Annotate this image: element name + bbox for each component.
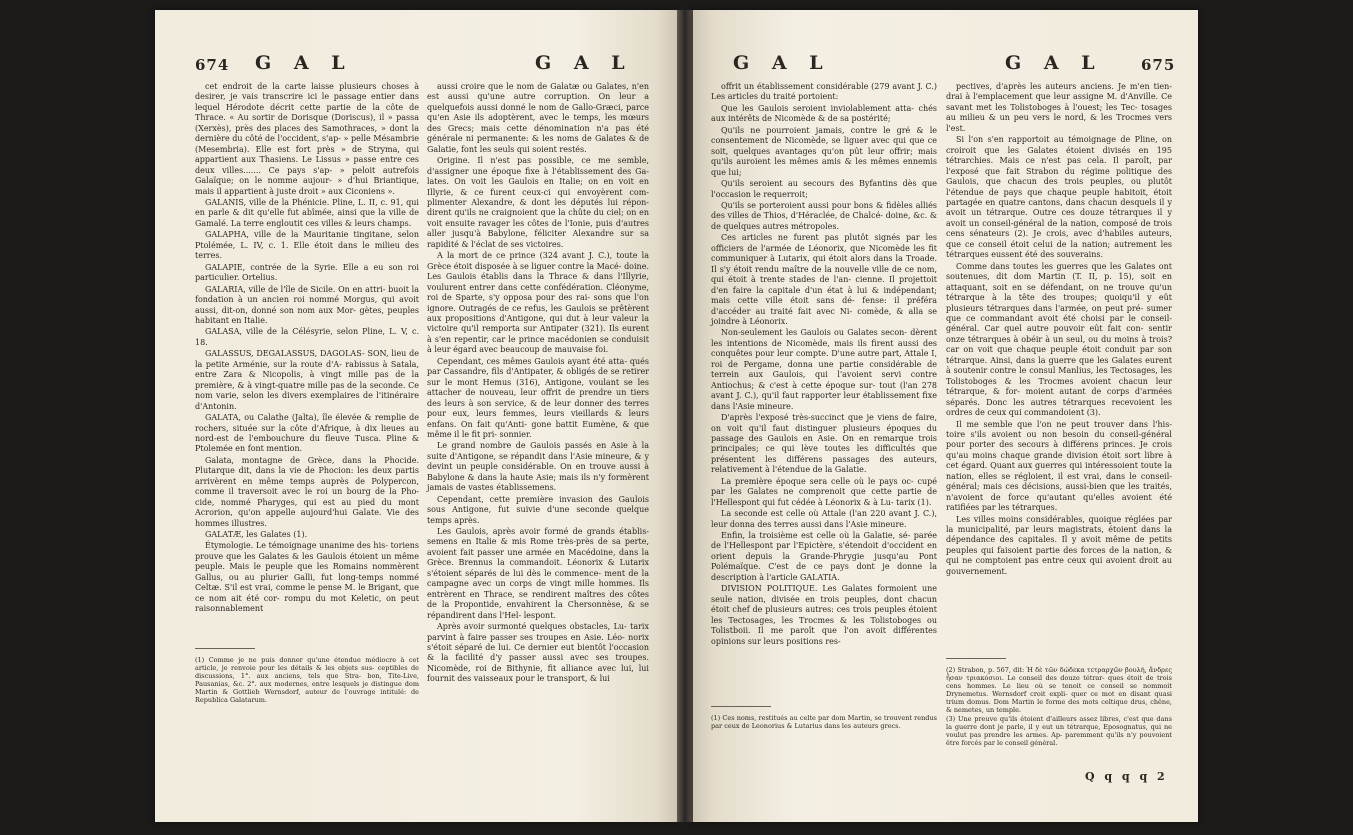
running-header-right: G A L bbox=[1005, 52, 1103, 74]
paragraph: GALAPIE, contrée de la Syrie. Elle a eu son roi particulier. Ortelius. bbox=[195, 262, 419, 283]
paragraph: La seconde est celle où Attale (l'an 220 avant J. C.), leur donna des terres aussi dans l'Asie mineure. bbox=[711, 509, 937, 529]
footnote-rule bbox=[711, 706, 771, 707]
paragraph: Le grand nombre de Gaulois passés en Asie à la suite d'Antigone, se répandit dans l'Asie mineure, & y devint un peuple considérable. On en trouve aussi à Babylone & dans la haute Asie; mais ils n'y formèrent jamais de vastes établissemens. bbox=[427, 441, 649, 493]
paragraph: Que les Gaulois seroient inviolablement atta- chés aux intérêts de Nicomède & de sa postérité; bbox=[711, 103, 937, 124]
page-number: 675 bbox=[1141, 56, 1176, 74]
text-column-right bbox=[946, 82, 1172, 578]
paragraph: GALATA, ou Calathe (Jalta), île élevée & remplie de rochers, située sur la côte d'Afrique, à dix lieues au nord-est de l'embouchure du fleuve Tusca. Pline & Ptolemée en font mention. bbox=[195, 413, 419, 454]
paragraph: cet endroit de la carte laisse plusieurs choses à desirer, je vais transcrire ici le passage entier dans lequel Hérodote décrit cette partie de la côte de Thrace. « Au sortir de Dorisque (Doriscus), il » passa (Xerxès), près des places des Samothraces, » dont la dernière du côté de l'occident, s'ap- » pelle Mésambrie (Mesembria). Elle est fort près » de Stryma, qui appartient aux Thasiens. Le Lissus » passe entre ces deux villes....... Ce pays s'ap- » peloit autrefois Galaïque; on le nomme aujour- » d'hui Briantique, mais il appartient à juste droit » aux Ciconiens ». bbox=[195, 82, 419, 196]
running-header-right: G A L bbox=[535, 52, 633, 74]
paragraph: Après avoir surmonté quelques obstacles, Lu- tarix parvint à faire passer ses troupes en Asie. Léo- norix s'étoit séparé de lui. Ce dernier eut bientôt l'occasion & la facilité d'y passer aussi avec ses troupes. Nicomède, roi de Bithynie, fit alliance avec lui, lui fournit des vaisseaux pour le transport, & lui bbox=[427, 622, 649, 684]
paragraph: Qu'ils ne pourroient jamais, contre le gré & le consentement de Nicomède, se liguer avec qui que ce soit, quelques avantages qu'on pût leur offrir; mais qu'ils auroient les mêmes amis & les mêmes ennemis que lui; bbox=[711, 125, 937, 177]
paragraph: La première époque sera celle où le pays oc- cupé par les Galates ne comprenoit que cette partie de l'Hellespont qui fut cédée à Léonorix & à Lu- tarix (1). bbox=[711, 476, 937, 507]
paragraph: pectives, d'après les auteurs anciens. Je m'en tien- drai à l'emplacement que leur assigne M. d'Anville. Ce savant met les Tolistoboges à l'ouest; les Tec- tosages au milieu & un peu vers le nord, & les Trocmes vers l'est. bbox=[946, 82, 1172, 133]
paragraph: Cependant, cette première invasion des Gaulois sous Antigone, fut suivie d'une seconde quelque temps après. bbox=[427, 494, 649, 525]
right-page bbox=[693, 10, 1198, 822]
text-column-right bbox=[427, 82, 649, 686]
paragraph: Qu'ils seroient au secours des Byfantins dès que l'occasion le requerroit; bbox=[711, 179, 937, 199]
paragraph: DIVISION POLITIQUE. Les Galates formoient une seule nation, divisée en trois peuples, dont chacun étoit chef de plusieurs autres: ces trois peuples étoient les Tectosages, les Trocmes & les Tolistoboges ou Tolistboii. Il me paroît que l'on avoit différentes opinions sur leurs positions res- bbox=[711, 584, 937, 646]
paragraph: Les villes moins considérables, quoique réglées par la municipalité, par leurs magistrats, étoient dans la dépendance des capitales. Il y avoit même de petits peuples qui faisoient partie des forces de la nation, & qui ne comptoient pas entre ceux qui avoient droit au gouvernement. bbox=[946, 514, 1172, 576]
paragraph: GALASA, ville de la Célésyrie, selon Pline, L. V, c. 18. bbox=[195, 327, 419, 347]
paragraph: GALAPHA, ville de la Mauritanie tingitane, selon Ptolémée, L. IV, c. 1. Elle étoit dans le milieu des terres. bbox=[195, 230, 419, 261]
footnote-item: (2) Strabon, p. 567, dit: Ἡ δὲ τῶν δώδεκα τετραρχῶν βουλή, ἄνδρες ἦσαν τριακόσιοι. Le conseil des douze tétrar- ques étoit de trois cens hommes. Le lieu où se tenoit ce conseil se nommoit Drynemetus. Wernsdorf croit expli- quer ce mot en disant quasi trium domus. Dom Martin le forme des mots celtique drus, chêne, & nemetes, un temple. bbox=[946, 666, 1172, 714]
paragraph: Qu'ils se porteroient aussi pour bons & fidèles alliés des villes de Thios, d'Héraclée, de Chalcé- doine, &c. & de quelques autres métropoles. bbox=[711, 200, 937, 231]
paragraph: Ces articles ne furent pas plutôt signés par les officiers de l'armée de Léonorix, que Nicomède les fit communiquer à Lutarix, qui étoit alors dans la Troade. Il s'y étoit rendu maître de la nouvelle ville de ce nom, qui étoit à trente stades de l'an- cienne. Il projettoit d'en faire la capitale d'un état à lui & indépendant; mais cette ville étoit sans dé- fense: il préféra d'accéder au traité fait avec Ni- comède, & alla se joindre à Léonorix. bbox=[711, 233, 937, 326]
paragraph: Si l'on s'en rapportoit au témoignage de Pline, on croiroit que les Galates étoient divisés en 195 tétrarchies. Mais ce n'est pas cela. Il paroît, par l'exposé que fait Strabon du régime politique des Gaulois, que chacun des trois peuples, ou plutôt l'étendue de pays que chaque peuple habitoit, étoit partagée en quatre cantons, dans chacun desquels il y avoit un tétrarque. Outre ces douze tétrarques il y avoit un conseil-général de la nation, composé de trois cens sénateurs (2). Je crois, avec d'habiles auteurs, que ce conseil étoit celui de la nation; autrement les tétrarques eussent été des souverains. bbox=[946, 135, 1172, 260]
book-gutter bbox=[677, 10, 693, 822]
paragraph: Comme dans toutes les guerres que les Galates ont soutenues, dit dom Martin (T. II, p. 15), soit en attaquant, soit en se défendant, on ne trouve qu'un tétrarque à la tête des troupes; quoiqu'il y eût plusieurs tétrarques dans l'armée, on peut pré- sumer que ce commandant avoit été choisi par le conseil-général. Car quel autre pouvoir eût fait con- sentir onze tétrarques à obéir à un seul, ou du moins à trois? car on voit que chaque peuple étoit conduit par son tétrarque. Ainsi, dans la guerre que les Galates eurent à soutenir contre le consul Manlius, les Tectosages, les Tolistoboges & les Trocmes avoient chacun leur tétrarque, & for- moient autant de corps d'armées séparés. Donc les autres tétrarques recevoient les ordres de ceux qui commandoient (3). bbox=[946, 261, 1172, 418]
paragraph: Il me semble que l'on ne peut trouver dans l'his- toire s'ils avoient ou non besoin du conseil-général pour porter des secours à différens princes. Je crois qu'au moins chaque grande division étoit sort libre à cet égard. Quant aux guerres qui intéressoient toute la nation, elles se régloient, il est vrai, dans le conseil-général; mais ces décisions, aussi-bien que les traités, n'avoient de force qu'autant qu'elles avoient été ratifiées par les tétrarques. bbox=[946, 419, 1172, 513]
paragraph: GALARIA, ville de l'île de Sicile. On en attri- buoit la fondation à un ancien roi nommé Morgus, qui avoit aussi, dit-on, donné son nom aux Mor- gètes, peuples habitant en Italie. bbox=[195, 284, 419, 325]
running-header-left: G A L bbox=[733, 52, 831, 74]
page-number: 674 bbox=[195, 56, 230, 74]
signature-mark: Q q q q 2 bbox=[1085, 770, 1168, 783]
footnote: (1) Comme je ne puis donner qu'une étendue médiocre à cet article, je renvoie pour les détails & les objets sus- ceptibles de discussions, 1°. aux anciens, tels que Stra- bon, Tite-Live, Pausanias, &c. 2°. aux modernes, entre lesquels je distingue dom Martin & Gottlieb Wernsdorf, auteur de l'ouvrage intitulé: de Republica Galatarum. bbox=[195, 656, 419, 704]
text-column-left bbox=[195, 82, 419, 616]
paragraph: A la mort de ce prince (324 avant J. C.), toute la Grèce étoit disposée à se liguer contre la Macé- doine. Les Gaulois établis dans la Thrace & dans l'Illyrie, voulurent entrer dans cette confédération. Cléonyme, roi de Sparte, s'y opposa pour des rai- sons que l'on ignore. Outragés de ce refus, les Gaulois se prêtèrent aux propositions d'Antigone, qui dut à leur valeur la victoire qu'il remporta sur Antipater (321). Ils eurent à s'en repentir, car le prince macédonien se conduisit à leur égard avec beaucoup de mauvaise foi. bbox=[427, 251, 649, 355]
footnote: (1) Ces noms, restitués au celte par dom Martin, se trouvent rendus par ceux de Leonorius & Lutarius dans les auteurs grecs. bbox=[711, 714, 937, 730]
paragraph: Étymologie. Le témoignage unanime des his- toriens prouve que les Galates & les Gaulois étoient un même peuple. Mais le peuple que les Romains nommèrent Gallus, ou au plurier Galli, fut long-temps nommé Celtæ. S'il est vrai, comme le pense M. le Brigant, que ce nom ait été cor- rompu du mot Keletic, on peut raisonnablement bbox=[195, 541, 419, 614]
paragraph: Cependant, ces mêmes Gaulois ayant été atta- qués par Cassandre, fils d'Antipater, & obligés de se retirer sur le mont Hemus (316), Antigone, voulant se les attacher de nouveau, leur offrit de prendre un tiers des leurs à son service, & de leur donner des terres pour eux, leurs femmes, leurs vieillards & leurs enfans. On fait qu'Anti- gone battit Eumène, & que même il le fit pri- sonnier. bbox=[427, 356, 649, 439]
paragraph: Galata, montagne de Grèce, dans la Phocide. Plutarque dit, dans la vie de Phocion: les deux partis arrivèrent en même temps auprès de Polypercon, comme il traversoit avec le roi un bourg de la Pho- cide, nommé Pharyges, qui est au pied du mont Acrorion, qu'on appelle aujourd'hui Galate. Vie des hommes illustres. bbox=[195, 455, 419, 528]
footnote-rule bbox=[195, 648, 255, 649]
paragraph: Non-seulement les Gaulois ou Galates secon- dèrent les intentions de Nicomède, mais ils firent aussi des conquêtes pour leur compte. D'une autre part, Attale I, roi de Pergame, donna une partie considérable de terrein aux Gaulois, qui l'avoient servi contre Antiochus; & c'est à cette époque sur- tout (l'an 278 avant J. C.), qu'il faut rapporter leur établissement fixe dans l'Asie mineure. bbox=[711, 328, 937, 411]
running-header-left: G A L bbox=[255, 52, 353, 74]
paragraph: offrit un établissement considérable (279 avant J. C.) Les articles du traité portoient: bbox=[711, 82, 937, 102]
paragraph: Les Gaulois, après avoir formé de grands établis- semens en Italie & mis Rome très-près de sa perte, avoient fait passer une armée en Macédoine, dans la Grèce. Brennus la commandoit. Léonorix & Lutarix s'étoient séparés de lui dès le commence- ment de la campagne avec un corps de vingt mille hommes. Ils entrèrent en Thrace, se rendirent maîtres des côtes de la Propontide, envahirent la Chersonnèse, & se répandirent dans l'Hel- lespont. bbox=[427, 527, 649, 620]
paragraph: GALATÆ, les Galates (1). bbox=[205, 530, 308, 540]
text-column-left bbox=[711, 82, 937, 648]
paragraph: aussi croire que le nom de Galatæ ou Galates, n'en est aussi qu'une autre corruption. On leur a quelquefois aussi donné le nom de Gallo-Græci, parce qu'en Asie ils adoptèrent, avec le temps, les mœurs des Grecs; mais cette dénomination n'a pas été générale ni permanente: & les noms de Galates & de Galatie, font les seuls qui soient restés. bbox=[427, 82, 649, 154]
paragraph: GALASSUS, DEGALASSUS, DAGOLAS- SON, lieu de la petite Arménie, sur la route d'A- rabissus à Satala, entre Zara & Nicopolis, à vingt mille pas de la première, & à vingt-quatre mille pas de la seconde. Ce nom varie, selon les divers exemplaires de l'itinéraire d'Antonin. bbox=[195, 349, 419, 411]
paragraph: GALANIS, ville de la Phénicie. Pline, L. II, c. 91, qui en parle & dit qu'elle fut abîmée, ainsi que la ville de Gamalé. La terre engloutit ces villes & leurs champs. bbox=[195, 197, 419, 228]
footnote-item: (3) Une preuve qu'ils étoient d'ailleurs assez libres, c'est que dans la guerre dont je parle, il y eut un tétrarque, Eposognatus, qui ne voulut pas prendre les armes. Ap- paremment qu'ils n'y pouvoient être forcés par le conseil général. bbox=[946, 715, 1172, 747]
footnotes bbox=[946, 666, 1172, 748]
paragraph: D'après l'exposé très-succinct que je viens de faire, on voit qu'il faut distinguer plusieurs époques du passage des Gaulois en Asie. On en remarque trois principales; ce qui lève toutes les difficultés que présentent les différens passages des auteurs, relativement à l'étendue de la Galatie. bbox=[711, 413, 937, 475]
paragraph: Origine. Il n'est pas possible, ce me semble, d'assigner une époque fixe à l'établissement des Ga- lates. On voit les Gaulois en Italie; on en voit en Illyrie, & ce furent ceux-ci qui envoyèrent com- plimenter Alexandre, & dont les députés lui répon- dirent qu'ils ne craignoient que la chûte du ciel; on en voit ensuite ravager les côtes de l'Ionie, puis d'autres aller jusqu'à Babylone, féliciter Alexandre sur sa rapidité & l'éclat de ses victoires. bbox=[427, 156, 649, 249]
paragraph: Enfin, la troisième est celle où la Galatie, sé- parée de l'Hellespont par l'Epictère, s'étendoit d'occident en orient depuis la Grande-Phrygie jusqu'au Pont Polémaïque. C'est de ce pays dont je donne la description à l'article GALATIA. bbox=[711, 531, 937, 582]
left-page bbox=[155, 10, 677, 822]
footnote-rule bbox=[946, 658, 1006, 659]
